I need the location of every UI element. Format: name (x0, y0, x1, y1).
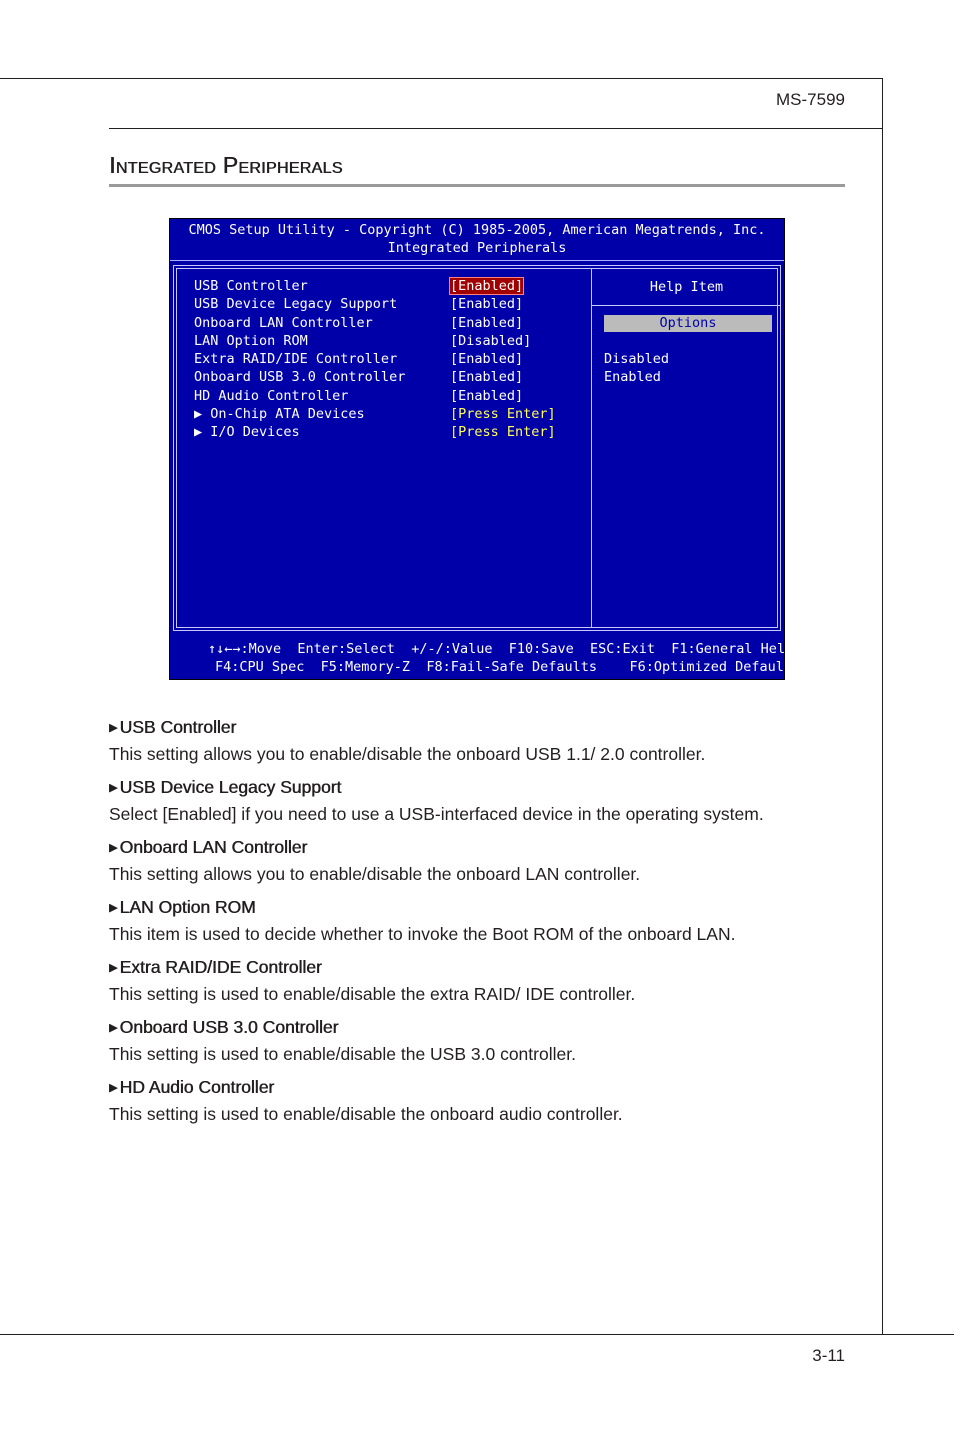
description-text: This setting is used to enable/disable the USB 3.0 controller. (109, 1044, 576, 1064)
help-options-label: Options (604, 315, 772, 332)
bios-screenshot (169, 218, 801, 680)
description-text: This setting allows you to enable/disable the onboard LAN controller. (109, 864, 641, 884)
title-underline (109, 184, 845, 187)
description-item (109, 776, 849, 836)
triangle-bullet-icon: ▶ (109, 1082, 118, 1094)
bios-item-name: LAN Option ROM (194, 332, 308, 349)
bios-item-value[interactable]: [Enabled] (450, 369, 524, 386)
description-heading-text: Onboard USB 3.0 Controller (119, 1017, 339, 1037)
bios-item-value[interactable]: [Enabled] (450, 314, 524, 331)
bios-item-value[interactable]: [Enabled] (450, 278, 524, 294)
bios-item-usb-legacy[interactable] (194, 296, 594, 314)
top-rule (0, 78, 882, 79)
bios-item-value[interactable]: [Enabled] (450, 351, 524, 368)
model-number: MS-7599 (776, 90, 845, 109)
bios-submenu-onchip-ata[interactable] (194, 406, 594, 424)
description-heading (109, 896, 849, 922)
bios-main-inner-border (176, 268, 778, 628)
description-heading (109, 1016, 849, 1042)
description-heading (109, 956, 849, 982)
description-item (109, 716, 849, 776)
help-option-enabled[interactable]: Enabled (604, 369, 661, 386)
description-heading (109, 1076, 849, 1102)
description-item (109, 1016, 849, 1076)
bios-item-name: USB Device Legacy Support (194, 296, 398, 313)
bios-item-name: HD Audio Controller (194, 387, 349, 404)
description-heading-text: Onboard LAN Controller (119, 837, 308, 857)
settings-descriptions (109, 716, 849, 1136)
description-heading-text: Extra RAID/IDE Controller (119, 957, 322, 977)
description-item (109, 836, 849, 896)
bios-main-panel (173, 265, 781, 631)
bios-item-name: Extra RAID/IDE Controller (194, 351, 398, 368)
bios-item-value[interactable]: [Press Enter] (450, 424, 556, 441)
description-text: This setting allows you to enable/disable the onboard USB 1.1/ 2.0 controller. (109, 744, 706, 764)
help-options-list (604, 351, 669, 388)
triangle-bullet-icon: ▶ (109, 902, 118, 914)
bios-header-separator (170, 260, 784, 261)
triangle-bullet-icon: ▶ (109, 962, 118, 974)
description-heading (109, 716, 849, 742)
description-heading (109, 776, 849, 802)
description-heading (109, 836, 849, 862)
bios-header (170, 219, 784, 261)
triangle-bullet-icon: ▶ (109, 722, 118, 734)
bios-item-onboard-lan[interactable] (194, 315, 594, 333)
description-item (109, 956, 849, 1016)
page-number: 3-11 (812, 1346, 845, 1365)
bios-item-hd-audio[interactable] (194, 388, 594, 406)
bios-item-name: Onboard LAN Controller (194, 314, 373, 331)
bios-item-extra-raid[interactable] (194, 351, 594, 369)
description-heading-text: USB Controller (119, 717, 237, 737)
description-text: Select [Enabled] if you need to use a USB-interfaced device in the operating system. (109, 804, 764, 824)
description-item (109, 1076, 849, 1136)
description-heading-text: HD Audio Controller (119, 1077, 275, 1097)
bios-submenu-io-devices[interactable] (194, 424, 594, 442)
header-rule (109, 128, 882, 129)
description-text: This setting is used to enable/disable the onboard audio controller. (109, 1104, 623, 1124)
bios-item-lan-option-rom[interactable] (194, 333, 594, 351)
bios-item-name: USB Controller (194, 278, 308, 294)
bios-item-value[interactable]: [Disabled] (450, 332, 532, 349)
right-rule (882, 78, 883, 1335)
triangle-bullet-icon: ▶ (109, 1022, 118, 1034)
description-item (109, 896, 849, 956)
bios-key-legend (170, 637, 801, 679)
bios-key-legend-line1: ↑↓←→:Move Enter:Select +/-/:Value F10:Save ESC:Exit F1:General Help (208, 641, 794, 657)
bios-title: CMOS Setup Utility - Copyright (C) 1985-2005, American Megatrends, Inc. (188, 222, 766, 238)
triangle-bullet-icon: ▶ (109, 782, 118, 794)
triangle-bullet-icon: ▶ (109, 842, 118, 854)
bios-item-usb3[interactable] (194, 369, 594, 387)
bios-item-name: ▶ On-Chip ATA Devices (194, 406, 365, 423)
description-text: This item is used to decide whether to invoke the Boot ROM of the onboard LAN. (109, 924, 736, 944)
bios-item-value[interactable]: [Enabled] (450, 387, 524, 404)
help-option-disabled[interactable]: Disabled (604, 351, 670, 367)
bottom-rule (0, 1334, 954, 1335)
bios-item-name: Onboard USB 3.0 Controller (194, 369, 406, 386)
bios-item-name: ▶ I/O Devices (194, 424, 300, 441)
description-text: This setting is used to enable/disable the extra RAID/ IDE controller. (109, 984, 636, 1004)
section-title: Integrated Peripherals (109, 152, 343, 178)
bios-item-value[interactable]: [Press Enter] (450, 406, 556, 423)
description-heading-text: USB Device Legacy Support (119, 777, 342, 797)
bios-item-value[interactable]: [Enabled] (450, 296, 524, 313)
bios-settings-list (194, 278, 594, 443)
bios-item-usb-controller[interactable] (194, 278, 594, 296)
description-heading-text: LAN Option ROM (119, 897, 256, 917)
help-item-title: Help Item (592, 269, 781, 306)
bios-key-legend-line2: F4:CPU Spec F5:Memory-Z F8:Fail-Safe Defaults F6:Optimized Defaults (215, 659, 801, 675)
bios-page-title: Integrated Peripherals (387, 240, 567, 256)
